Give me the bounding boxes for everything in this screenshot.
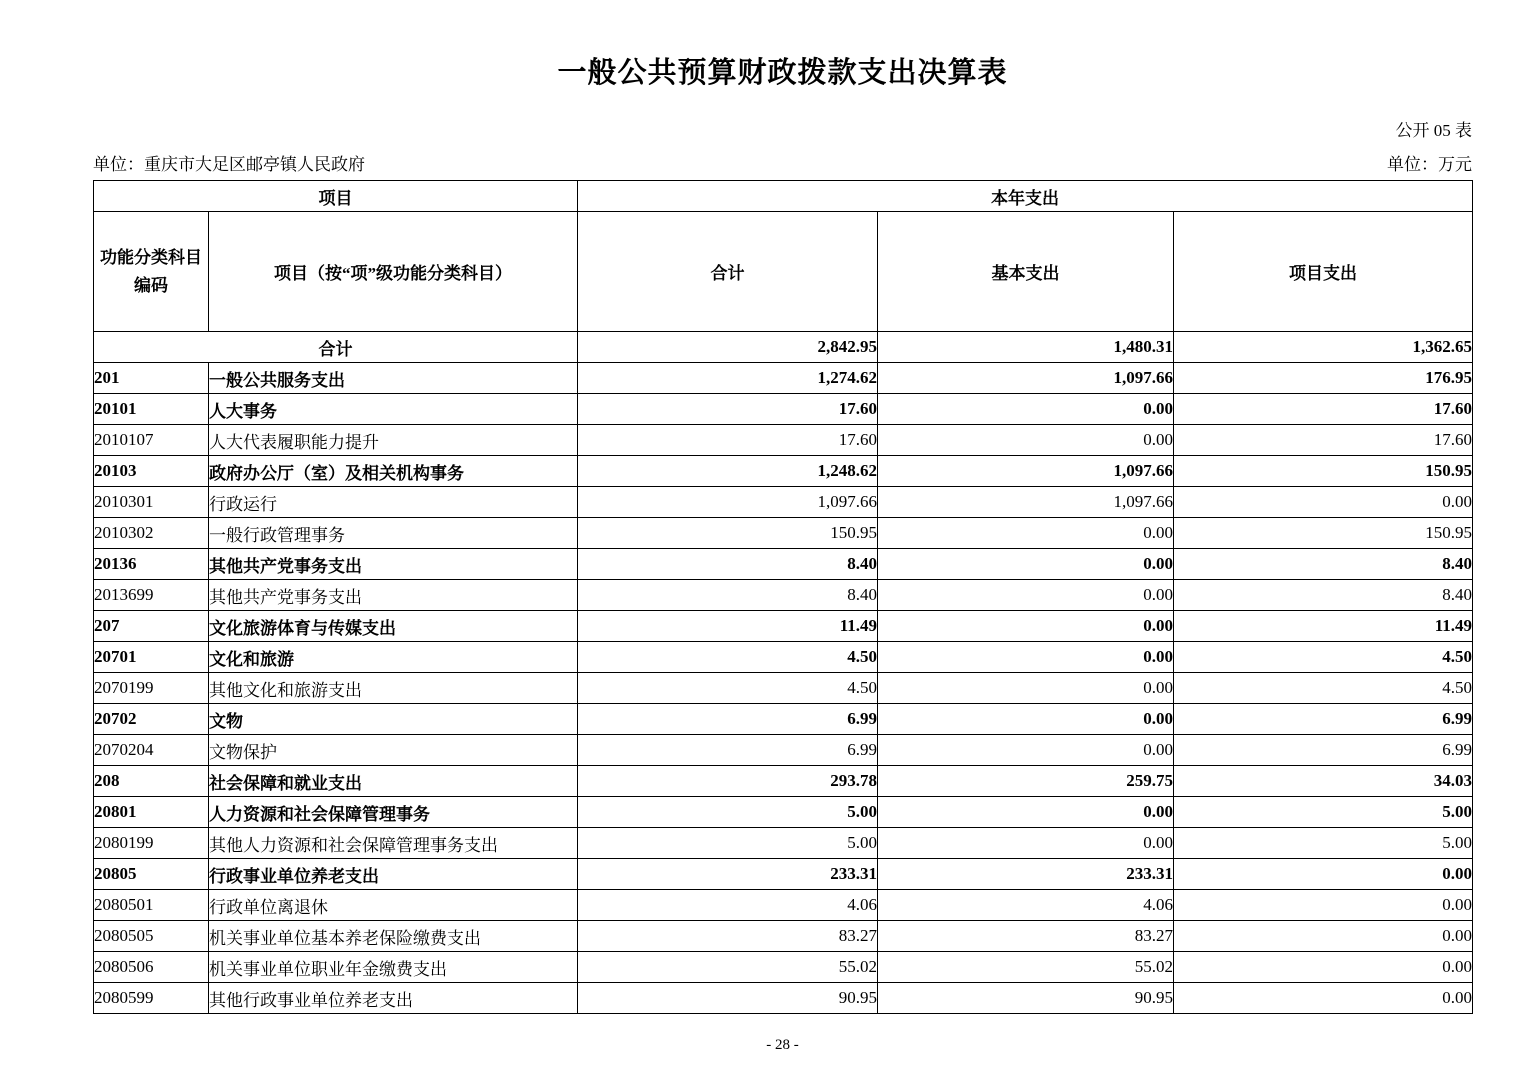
row-name: 人大代表履职能力提升 bbox=[209, 425, 578, 456]
row-project: 150.95 bbox=[1174, 518, 1473, 549]
header-group-row bbox=[94, 181, 1473, 212]
row-basic: 0.00 bbox=[878, 797, 1174, 828]
row-basic: 1,097.66 bbox=[878, 456, 1174, 487]
row-basic: 0.00 bbox=[878, 394, 1174, 425]
table-row bbox=[94, 673, 1473, 704]
row-basic: 4.06 bbox=[878, 890, 1174, 921]
row-code: 2013699 bbox=[94, 580, 209, 611]
summary-basic: 1,480.31 bbox=[878, 332, 1174, 363]
table-row bbox=[94, 487, 1473, 518]
row-total: 11.49 bbox=[578, 611, 878, 642]
row-basic: 0.00 bbox=[878, 642, 1174, 673]
summary-total: 2,842.95 bbox=[578, 332, 878, 363]
header-code-line2: 编码 bbox=[134, 275, 168, 295]
row-code: 2080501 bbox=[94, 890, 209, 921]
row-basic: 0.00 bbox=[878, 518, 1174, 549]
row-total: 4.50 bbox=[578, 673, 878, 704]
header-project-column: 项目支出 bbox=[1174, 212, 1473, 332]
row-total: 6.99 bbox=[578, 735, 878, 766]
row-code: 2080505 bbox=[94, 921, 209, 952]
row-basic: 0.00 bbox=[878, 704, 1174, 735]
row-name: 其他文化和旅游支出 bbox=[209, 673, 578, 704]
row-basic: 0.00 bbox=[878, 828, 1174, 859]
row-basic: 90.95 bbox=[878, 983, 1174, 1014]
row-total: 233.31 bbox=[578, 859, 878, 890]
row-name: 文物保护 bbox=[209, 735, 578, 766]
row-code: 20801 bbox=[94, 797, 209, 828]
table-row bbox=[94, 828, 1473, 859]
table-row bbox=[94, 797, 1473, 828]
header-code-column bbox=[94, 212, 209, 332]
table-header bbox=[94, 181, 1473, 332]
table-row bbox=[94, 952, 1473, 983]
table-row bbox=[94, 425, 1473, 456]
row-basic: 0.00 bbox=[878, 549, 1174, 580]
table-row bbox=[94, 394, 1473, 425]
page-number: - 28 - bbox=[766, 1037, 799, 1053]
row-total: 6.99 bbox=[578, 704, 878, 735]
row-name: 行政运行 bbox=[209, 487, 578, 518]
doc-label: 公开 05 表 bbox=[1395, 121, 1472, 140]
header-basic-column: 基本支出 bbox=[878, 212, 1174, 332]
summary-label: 合计 bbox=[94, 332, 578, 363]
row-total: 4.06 bbox=[578, 890, 878, 921]
table-row bbox=[94, 983, 1473, 1014]
row-project: 4.50 bbox=[1174, 673, 1473, 704]
row-project: 0.00 bbox=[1174, 890, 1473, 921]
row-code: 2070199 bbox=[94, 673, 209, 704]
row-name: 其他共产党事务支出 bbox=[209, 580, 578, 611]
row-project: 11.49 bbox=[1174, 611, 1473, 642]
row-basic: 1,097.66 bbox=[878, 363, 1174, 394]
row-total: 1,248.62 bbox=[578, 456, 878, 487]
row-project: 150.95 bbox=[1174, 456, 1473, 487]
row-code: 2080199 bbox=[94, 828, 209, 859]
row-project: 5.00 bbox=[1174, 797, 1473, 828]
row-total: 4.50 bbox=[578, 642, 878, 673]
row-code: 2010302 bbox=[94, 518, 209, 549]
row-name: 行政事业单位养老支出 bbox=[209, 859, 578, 890]
table-row bbox=[94, 611, 1473, 642]
row-basic: 0.00 bbox=[878, 425, 1174, 456]
header-name-column: 项目（按“项”级功能分类科目） bbox=[209, 212, 578, 332]
row-name: 机关事业单位职业年金缴费支出 bbox=[209, 952, 578, 983]
table-body bbox=[94, 332, 1473, 1014]
row-name: 文物 bbox=[209, 704, 578, 735]
row-name: 一般行政管理事务 bbox=[209, 518, 578, 549]
header-project-group: 项目 bbox=[94, 181, 578, 212]
row-basic: 1,097.66 bbox=[878, 487, 1174, 518]
row-basic: 55.02 bbox=[878, 952, 1174, 983]
table-row bbox=[94, 704, 1473, 735]
table-row bbox=[94, 890, 1473, 921]
header-code-line1: 功能分类科目 bbox=[100, 248, 202, 268]
row-basic: 0.00 bbox=[878, 580, 1174, 611]
row-code: 2070204 bbox=[94, 735, 209, 766]
row-project: 0.00 bbox=[1174, 487, 1473, 518]
row-total: 5.00 bbox=[578, 828, 878, 859]
row-total: 17.60 bbox=[578, 394, 878, 425]
row-code: 201 bbox=[94, 363, 209, 394]
row-project: 17.60 bbox=[1174, 394, 1473, 425]
row-code: 2010107 bbox=[94, 425, 209, 456]
table-row bbox=[94, 580, 1473, 611]
table-row bbox=[94, 518, 1473, 549]
row-total: 150.95 bbox=[578, 518, 878, 549]
row-project: 34.03 bbox=[1174, 766, 1473, 797]
row-total: 55.02 bbox=[578, 952, 878, 983]
row-project: 6.99 bbox=[1174, 704, 1473, 735]
row-name: 人大事务 bbox=[209, 394, 578, 425]
row-project: 0.00 bbox=[1174, 952, 1473, 983]
row-name: 政府办公厅（室）及相关机构事务 bbox=[209, 456, 578, 487]
row-project: 0.00 bbox=[1174, 921, 1473, 952]
row-project: 6.99 bbox=[1174, 735, 1473, 766]
header-total-column: 合计 bbox=[578, 212, 878, 332]
row-total: 1,097.66 bbox=[578, 487, 878, 518]
row-basic: 233.31 bbox=[878, 859, 1174, 890]
row-basic: 259.75 bbox=[878, 766, 1174, 797]
row-project: 8.40 bbox=[1174, 549, 1473, 580]
row-project: 0.00 bbox=[1174, 983, 1473, 1014]
row-total: 5.00 bbox=[578, 797, 878, 828]
row-basic: 0.00 bbox=[878, 735, 1174, 766]
row-name: 一般公共服务支出 bbox=[209, 363, 578, 394]
row-name: 人力资源和社会保障管理事务 bbox=[209, 797, 578, 828]
budget-table bbox=[93, 180, 1473, 1014]
row-name: 其他行政事业单位养老支出 bbox=[209, 983, 578, 1014]
summary-row bbox=[94, 332, 1473, 363]
row-total: 8.40 bbox=[578, 580, 878, 611]
header-label-row bbox=[94, 212, 1473, 332]
row-code: 20103 bbox=[94, 456, 209, 487]
row-total: 17.60 bbox=[578, 425, 878, 456]
row-basic: 0.00 bbox=[878, 611, 1174, 642]
row-code: 2080506 bbox=[94, 952, 209, 983]
row-basic: 0.00 bbox=[878, 673, 1174, 704]
row-name: 行政单位离退休 bbox=[209, 890, 578, 921]
row-code: 20136 bbox=[94, 549, 209, 580]
row-total: 293.78 bbox=[578, 766, 878, 797]
table-row bbox=[94, 642, 1473, 673]
row-code: 2080599 bbox=[94, 983, 209, 1014]
page-title: 一般公共预算财政拨款支出决算表 bbox=[557, 57, 1008, 89]
row-code: 207 bbox=[94, 611, 209, 642]
row-project: 176.95 bbox=[1174, 363, 1473, 394]
row-name: 机关事业单位基本养老保险缴费支出 bbox=[209, 921, 578, 952]
row-project: 4.50 bbox=[1174, 642, 1473, 673]
row-total: 90.95 bbox=[578, 983, 878, 1014]
unit-right: 单位：万元 bbox=[1387, 155, 1472, 174]
table-row bbox=[94, 456, 1473, 487]
row-project: 0.00 bbox=[1174, 859, 1473, 890]
row-project: 5.00 bbox=[1174, 828, 1473, 859]
row-name: 文化和旅游 bbox=[209, 642, 578, 673]
table-row bbox=[94, 549, 1473, 580]
summary-project: 1,362.65 bbox=[1174, 332, 1473, 363]
row-name: 其他共产党事务支出 bbox=[209, 549, 578, 580]
row-project: 17.60 bbox=[1174, 425, 1473, 456]
row-basic: 83.27 bbox=[878, 921, 1174, 952]
row-total: 8.40 bbox=[578, 549, 878, 580]
table-row bbox=[94, 363, 1473, 394]
row-name: 社会保障和就业支出 bbox=[209, 766, 578, 797]
row-name: 文化旅游体育与传媒支出 bbox=[209, 611, 578, 642]
table-row bbox=[94, 859, 1473, 890]
table-row bbox=[94, 921, 1473, 952]
row-code: 20805 bbox=[94, 859, 209, 890]
row-code: 208 bbox=[94, 766, 209, 797]
row-code: 2010301 bbox=[94, 487, 209, 518]
row-project: 8.40 bbox=[1174, 580, 1473, 611]
unit-left: 单位：重庆市大足区邮亭镇人民政府 bbox=[93, 155, 365, 174]
row-code: 20702 bbox=[94, 704, 209, 735]
table-row bbox=[94, 735, 1473, 766]
row-total: 1,274.62 bbox=[578, 363, 878, 394]
row-name: 其他人力资源和社会保障管理事务支出 bbox=[209, 828, 578, 859]
header-year-group: 本年支出 bbox=[578, 181, 1473, 212]
row-code: 20101 bbox=[94, 394, 209, 425]
row-code: 20701 bbox=[94, 642, 209, 673]
unit-row bbox=[93, 150, 1472, 175]
row-total: 83.27 bbox=[578, 921, 878, 952]
table-row bbox=[94, 766, 1473, 797]
